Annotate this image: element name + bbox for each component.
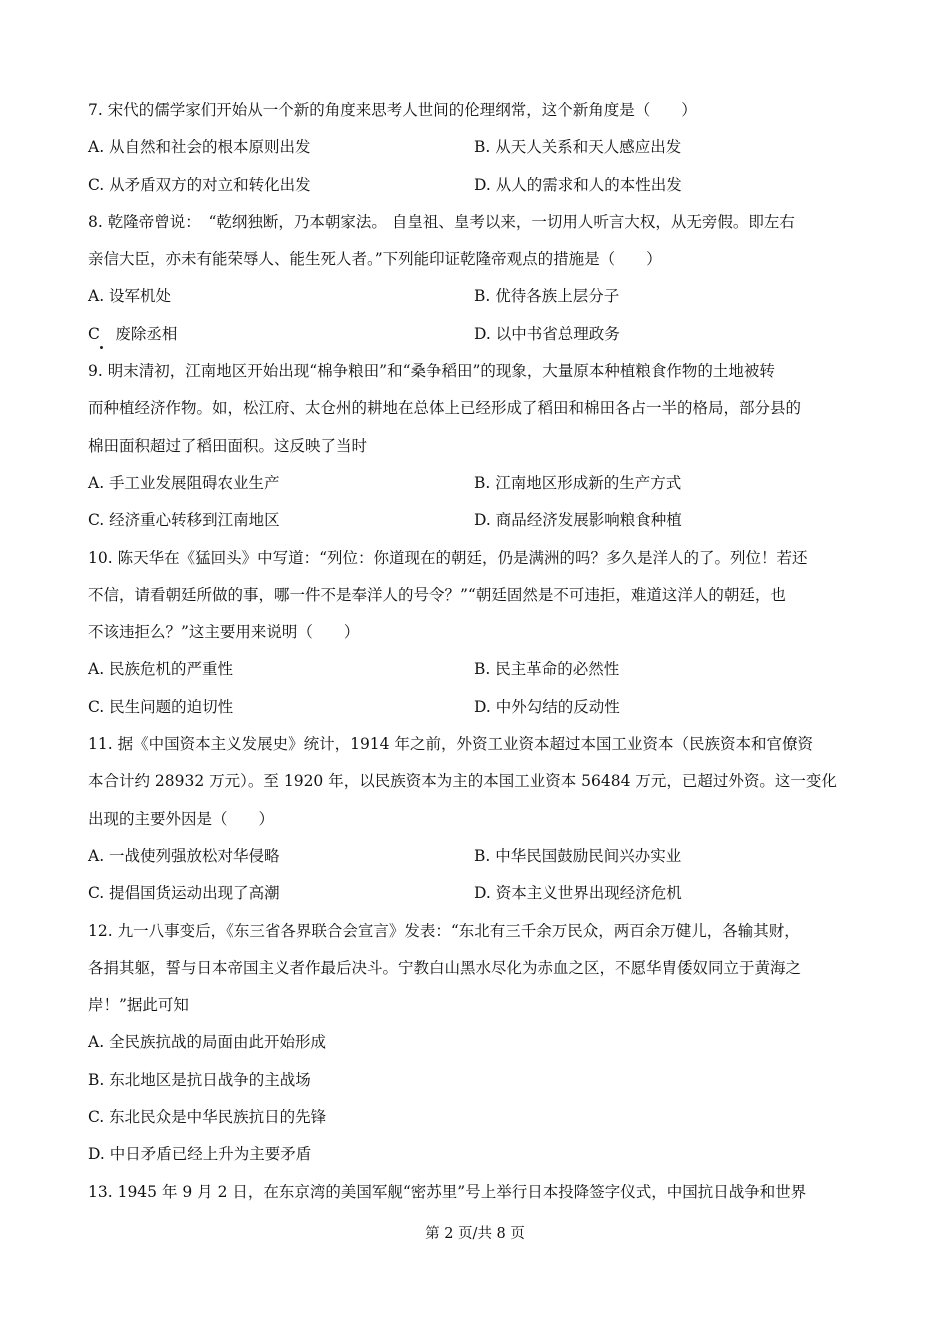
question-9-options-row-2 xyxy=(88,502,868,539)
question-12-text-line-1: 12. 九一八事变后，《东三省各界联合会宣言》发表：“东北有三千余万民众，两百余万健儿，各输其财， xyxy=(88,921,800,940)
question-7-text: 7. 宋代的儒学家们开始从一个新的角度来思考人世间的伦理纲常，这个新角度是（ ） xyxy=(88,101,697,119)
option-d: D. 从人的需求和人的本性出发 xyxy=(474,175,682,194)
option-c: C. 经济重心转移到江南地区 xyxy=(88,511,280,530)
option-d: D. 中日矛盾已经上升为主要矛盾 xyxy=(88,1145,312,1164)
question-11-options-row-2 xyxy=(88,875,868,912)
question-9-text-line-1: 9. 明末清初，江南地区开始出现“棉争粮田”和“桑争稻田”的现象，大量原本种植粮食作物的土地被转 xyxy=(88,362,775,381)
question-11-text-line-2: 本合计约 28932 万元）。至 1920 年，以民族资本为主的本国工业资本 56484 万元，已超过外资。这一变化 xyxy=(88,772,837,791)
exam-page xyxy=(88,92,868,1211)
question-10-options-row-1 xyxy=(88,651,868,688)
option-a: A. 手工业发展阻碍农业生产 xyxy=(88,473,280,492)
option-b: B. 江南地区形成新的生产方式 xyxy=(474,473,682,492)
question-11-text-line-3: 出现的主要外因是（ ） xyxy=(88,809,275,828)
question-8-text-line-1: 8. 乾隆帝曾说： “乾纲独断，乃本朝家法。 自皇祖、皇考以来，一切用人听言大权，从无旁假。即左右 xyxy=(88,212,795,231)
option-b: B. 从天人关系和天人感应出发 xyxy=(474,138,682,157)
option-c: C 废除丞相 xyxy=(88,324,178,343)
option-d: D. 以中书省总理政务 xyxy=(474,324,620,343)
question-10-options-row-2 xyxy=(88,689,868,726)
question-7-options-row-1 xyxy=(88,129,868,166)
option-b: B. 优待各族上层分子 xyxy=(474,287,620,306)
option-a: A. 民族危机的严重性 xyxy=(88,660,234,679)
option-c: C. 提倡国货运动出现了高潮 xyxy=(88,884,280,903)
page-footer: 第 2 页/共 8 页 xyxy=(425,1226,525,1242)
question-10-text-line-1: 10. 陈天华在《猛回头》中写道：“列位：你道现在的朝廷，仍是满洲的吗？多久是洋人的了。列位！若还 xyxy=(88,548,808,567)
question-8-options-row-2 xyxy=(88,316,868,353)
question-9-text-line-3: 棉田面积超过了稻田面积。这反映了当时 xyxy=(88,436,368,455)
option-c: C. 从矛盾双方的对立和转化出发 xyxy=(88,175,311,194)
question-10-text-line-2: 不信，请看朝廷所做的事，哪一件不是奉洋人的号令？”“朝廷固然是不可违拒，难道这洋人的朝廷，也 xyxy=(88,585,786,604)
question-12-text-line-2: 各捐其躯，誓与日本帝国主义者作最后决斗。宁教白山黑水尽化为赤血之区，不愿华胄倭奴同立于黄海之 xyxy=(88,958,802,977)
stray-dot xyxy=(100,346,103,349)
option-c: C. 东北民众是中华民族抗日的先锋 xyxy=(88,1108,327,1127)
question-8-text-line-2: 亲信大臣，亦未有能荣辱人、能生死人者。”下列能印证乾隆帝观点的措施是（ ） xyxy=(88,250,662,269)
question-11-text-line-1: 11. 据《中国资本主义发展史》统计，1914 年之前，外资工业资本超过本国工业资本（民族资本和官僚资 xyxy=(88,735,813,754)
option-d: D. 中外勾结的反动性 xyxy=(474,697,620,716)
option-a: A. 全民族抗战的局面由此开始形成 xyxy=(88,1033,327,1052)
option-d: D. 商品经济发展影响粮食种植 xyxy=(474,511,682,530)
option-a: A. 设军机处 xyxy=(88,287,172,306)
question-7-options-row-2 xyxy=(88,167,868,204)
question-8-options-row-1 xyxy=(88,278,868,315)
question-9-options-row-1 xyxy=(88,465,868,502)
option-b: B. 中华民国鼓励民间兴办实业 xyxy=(474,846,682,865)
option-b: B. 民主革命的必然性 xyxy=(474,660,620,679)
option-b: B. 东北地区是抗日战争的主战场 xyxy=(88,1070,311,1089)
option-a: A. 从自然和社会的根本原则出发 xyxy=(88,138,311,157)
question-10-text-line-3: 不该违拒么？”这主要用来说明（ ） xyxy=(88,623,360,642)
option-c: C. 民生问题的迫切性 xyxy=(88,697,234,716)
question-13-text-line-1: 13. 1945 年 9 月 2 日，在东京湾的美国军舰“密苏里”号上举行日本投降签字仪式，中国抗日战争和世界 xyxy=(88,1182,807,1201)
option-a: A. 一战使列强放松对华侵略 xyxy=(88,846,280,865)
question-12-text-line-3: 岸！”据此可知 xyxy=(88,996,189,1015)
question-11-options-row-1 xyxy=(88,838,868,875)
option-d: D. 资本主义世界出现经济危机 xyxy=(474,884,682,903)
question-9-text-line-2: 而种植经济作物。如，松江府、太仓州的耕地在总体上已经形成了稻田和棉田各占一半的格局，部分县的 xyxy=(88,399,802,418)
